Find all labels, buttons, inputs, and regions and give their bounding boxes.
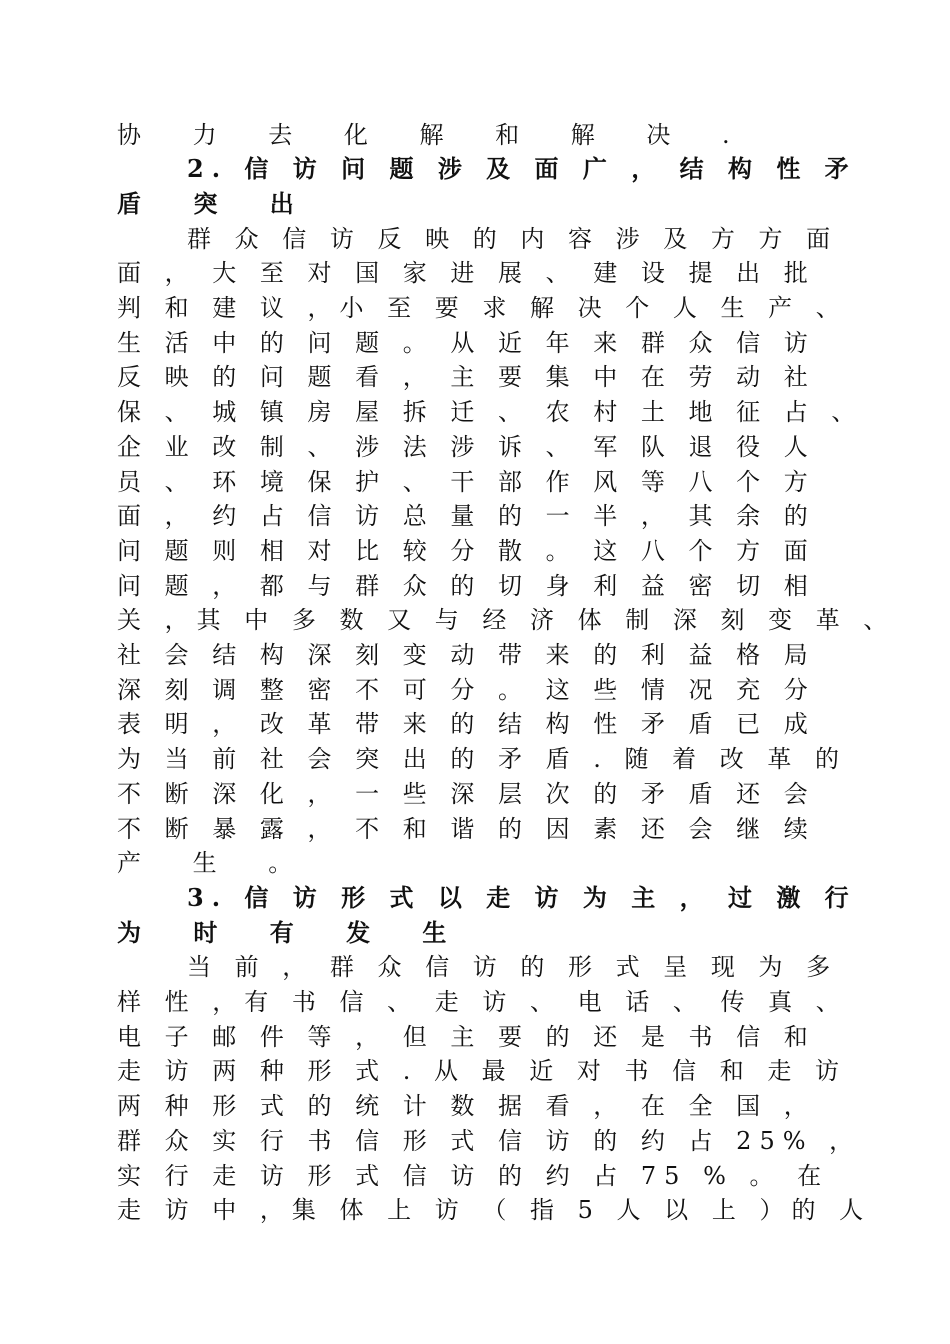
text-line: 样 性 ，有 书 信 、 走 访 、 电 话 、 传 真 、 [117, 988, 848, 1016]
text-line: 社 会 结 构 深 刻 变 动 带 来 的 利 益 格 局 [117, 641, 816, 669]
text-line: 走 访 中 ，集 体 上 访 （ 指 5 人 以 上 ）的 人 [117, 1196, 872, 1224]
text-line: 走 访 两 种 形 式 . 从 最 近 对 书 信 和 走 访 [117, 1057, 848, 1085]
text-line: 员 、 环 境 保 护 、 干 部 作 风 等 八 个 方 [117, 468, 816, 496]
text-line: 判 和 建 议 ，小 至 要 求 解 决 个 人 生 产 、 [117, 294, 848, 322]
text-line: 不 断 暴 露 ， 不 和 谐 的 因 素 还 会 继 续 [117, 815, 816, 843]
text-line: 两 种 形 式 的 统 计 数 据 看 ， 在 全 国 ， [117, 1092, 816, 1120]
text-line: 群 众 实 行 书 信 形 式 信 访 的 约 占 25% ， [117, 1127, 862, 1155]
text-line: 当 前 ， 群 众 信 访 的 形 式 呈 现 为 多 [187, 953, 839, 981]
text-line: 生 活 中 的 问 题 。 从 近 年 来 群 众 信 访 [117, 329, 816, 357]
text-line: 群 众 信 访 反 映 的 内 容 涉 及 方 方 面 [187, 225, 839, 253]
text-line: 企 业 改 制 、 涉 法 涉 诉 、 军 队 退 役 人 [117, 433, 816, 461]
text-line: 面 ， 约 占 信 访 总 量 的 一 半 ， 其 余 的 [117, 502, 816, 530]
text-line: 协 力 去 化 解 和 解 决 . [117, 121, 752, 149]
text-line: 反 映 的 问 题 看 ， 主 要 集 中 在 劳 动 社 [117, 363, 816, 391]
text-line: 问 题 ， 都 与 群 众 的 切 身 利 益 密 切 相 [117, 572, 816, 600]
text-line: 面 ， 大 至 对 国 家 进 展 、 建 设 提 出 批 [117, 259, 816, 287]
section-heading-2-continued: 盾 突 出 [117, 189, 316, 218]
text-line: 实 行 走 访 形 式 信 访 的 约 占 75 % 。 在 [117, 1162, 830, 1190]
text-line: 深 刻 调 整 密 不 可 分 。 这 些 情 况 充 分 [117, 676, 816, 704]
text-line: 电 子 邮 件 等 ， 但 主 要 的 还 是 书 信 和 [117, 1023, 816, 1051]
section-heading-2: 2. 信 访 问 题 涉 及 面 广 ， 结 构 性 矛 [187, 154, 857, 183]
text-line: 问 题 则 相 对 比 较 分 散 。 这 八 个 方 面 [117, 537, 816, 565]
text-line: 产 生 。 [117, 849, 315, 877]
text-line: 关 ，其 中 多 数 又 与 经 济 体 制 深 刻 变 革 、 [117, 606, 896, 634]
text-line: 表 明 ， 改 革 带 来 的 结 构 性 矛 盾 已 成 [117, 710, 816, 738]
text-line: 保 、 城 镇 房 屋 拆 迁 、 农 村 土 地 征 占 、 [117, 398, 864, 426]
section-heading-3-continued: 为 时 有 发 生 [117, 918, 469, 947]
section-heading-3: 3. 信 访 形 式 以 走 访 为 主 ， 过 激 行 [187, 883, 857, 912]
text-line: 不 断 深 化 ， 一 些 深 层 次 的 矛 盾 还 会 [117, 780, 816, 808]
text-line: 为 当 前 社 会 突 出 的 矛 盾 . 随 着 改 革 的 [117, 745, 848, 773]
